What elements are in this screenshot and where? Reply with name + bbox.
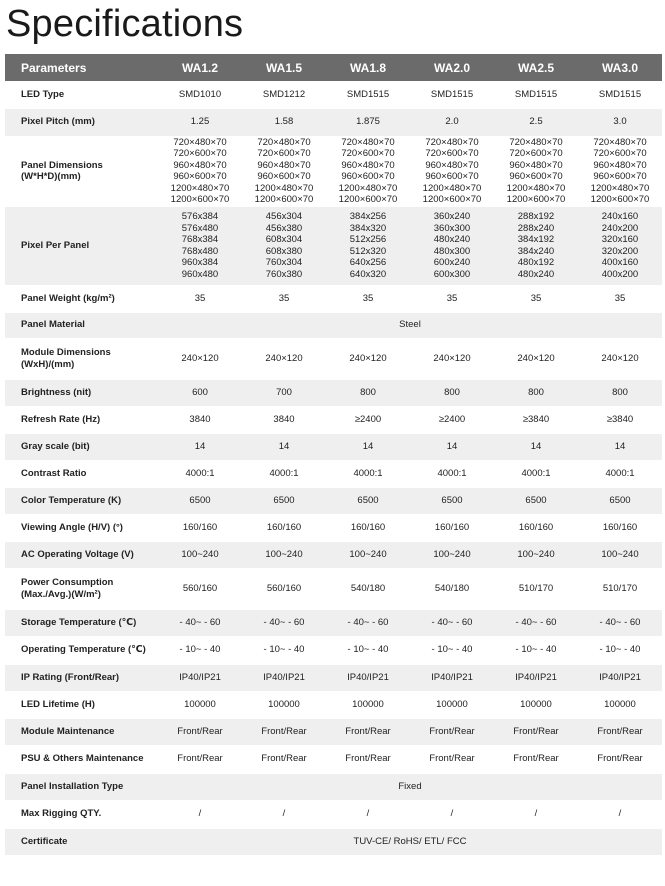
- table-row: [5, 433, 662, 460]
- value-ac-voltage: 100~240: [242, 541, 326, 568]
- table-row: [5, 487, 662, 514]
- table-row: [5, 828, 662, 855]
- value-color-temperature: 6500: [326, 487, 410, 514]
- value-storage-temperature: - 40~ - 60: [578, 609, 662, 636]
- value-pixel-per-panel: 456x304 456x380 608x304 608x380 760x304 760x380: [242, 206, 326, 285]
- value-color-temperature: 6500: [158, 487, 242, 514]
- value-viewing-angle: 160/160: [158, 514, 242, 541]
- value-contrast-ratio: 4000:1: [578, 460, 662, 487]
- value-ac-voltage: 100~240: [410, 541, 494, 568]
- value-panel-weight: 35: [494, 285, 578, 312]
- table-row: [5, 514, 662, 541]
- param-label-viewing-angle: Viewing Angle (H/V) (°): [5, 514, 158, 541]
- value-led-type: SMD1515: [410, 81, 494, 108]
- header-model: WA1.8: [326, 54, 410, 81]
- value-module-dimensions: 240×120: [158, 338, 242, 379]
- param-label-panel-dimensions: Panel Dimensions (W*H*D)(mm): [5, 136, 158, 206]
- param-label-max-rigging: Max Rigging QTY.: [5, 800, 158, 828]
- table-row: [5, 773, 662, 800]
- value-module-dimensions: 240×120: [410, 338, 494, 379]
- value-brightness: 800: [410, 379, 494, 406]
- param-label-module-maintenance: Module Maintenance: [5, 718, 158, 745]
- value-brightness: 600: [158, 379, 242, 406]
- value-pixel-per-panel: 360x240 360x300 480x240 480x300 600x240 600x300: [410, 206, 494, 285]
- param-label-led-lifetime: LED Lifetime (H): [5, 691, 158, 718]
- value-led-type: SMD1515: [494, 81, 578, 108]
- value-module-dimensions: 240×120: [326, 338, 410, 379]
- header-model: WA3.0: [578, 54, 662, 81]
- value-led-lifetime: 100000: [578, 691, 662, 718]
- value-refresh-rate: 3840: [242, 406, 326, 433]
- value-psu-maintenance: Front/Rear: [494, 745, 578, 773]
- value-brightness: 700: [242, 379, 326, 406]
- value-led-lifetime: 100000: [242, 691, 326, 718]
- value-panel-dimensions: 720×480×70 720×600×70 960×480×70 960×600×70 1200×480×70 1200×600×70: [578, 136, 662, 206]
- value-ip-rating: IP40/IP21: [494, 664, 578, 691]
- value-pixel-pitch: 1.25: [158, 108, 242, 136]
- value-module-dimensions: 240×120: [494, 338, 578, 379]
- page-title: Specifications: [6, 3, 244, 45]
- value-brightness: 800: [494, 379, 578, 406]
- value-power-consumption: 540/180: [326, 568, 410, 609]
- specifications-table: [5, 54, 662, 856]
- param-label-contrast-ratio: Contrast Ratio: [5, 460, 158, 487]
- value-ip-rating: IP40/IP21: [242, 664, 326, 691]
- value-gray-scale: 14: [410, 433, 494, 460]
- value-max-rigging: /: [158, 800, 242, 828]
- value-power-consumption: 540/180: [410, 568, 494, 609]
- value-ip-rating: IP40/IP21: [410, 664, 494, 691]
- value-max-rigging: /: [410, 800, 494, 828]
- table-row: [5, 568, 662, 609]
- value-certificate: TUV-CE/ RoHS/ ETL/ FCC: [158, 828, 662, 855]
- value-operating-temperature: - 10~ - 40: [242, 636, 326, 664]
- value-color-temperature: 6500: [578, 487, 662, 514]
- value-storage-temperature: - 40~ - 60: [158, 609, 242, 636]
- value-led-type: SMD1010: [158, 81, 242, 108]
- value-panel-dimensions: 720×480×70 720×600×70 960×480×70 960×600×70 1200×480×70 1200×600×70: [242, 136, 326, 206]
- value-operating-temperature: - 10~ - 40: [578, 636, 662, 664]
- value-color-temperature: 6500: [242, 487, 326, 514]
- value-ac-voltage: 100~240: [158, 541, 242, 568]
- value-contrast-ratio: 4000:1: [242, 460, 326, 487]
- value-brightness: 800: [326, 379, 410, 406]
- value-ip-rating: IP40/IP21: [326, 664, 410, 691]
- value-max-rigging: /: [326, 800, 410, 828]
- value-led-type: SMD1515: [578, 81, 662, 108]
- table-row: [5, 691, 662, 718]
- value-panel-dimensions: 720×480×70 720×600×70 960×480×70 960×600×70 1200×480×70 1200×600×70: [410, 136, 494, 206]
- value-panel-dimensions: 720×480×70 720×600×70 960×480×70 960×600×70 1200×480×70 1200×600×70: [158, 136, 242, 206]
- param-label-pixel-per-panel: Pixel Per Panel: [5, 206, 158, 285]
- value-pixel-per-panel: 240x160 240x200 320x160 320x200 400x160 400x200: [578, 206, 662, 285]
- value-module-dimensions: 240×120: [242, 338, 326, 379]
- value-gray-scale: 14: [242, 433, 326, 460]
- value-ip-rating: IP40/IP21: [578, 664, 662, 691]
- value-panel-weight: 35: [326, 285, 410, 312]
- table-row: [5, 800, 662, 828]
- param-label-led-type: LED Type: [5, 81, 158, 108]
- value-power-consumption: 560/160: [158, 568, 242, 609]
- value-module-maintenance: Front/Rear: [158, 718, 242, 745]
- value-operating-temperature: - 10~ - 40: [494, 636, 578, 664]
- value-panel-weight: 35: [158, 285, 242, 312]
- value-psu-maintenance: Front/Rear: [578, 745, 662, 773]
- value-pixel-pitch: 2.5: [494, 108, 578, 136]
- value-ac-voltage: 100~240: [578, 541, 662, 568]
- table-body: [5, 81, 662, 855]
- header-model: WA1.5: [242, 54, 326, 81]
- value-refresh-rate: ≥2400: [326, 406, 410, 433]
- value-led-lifetime: 100000: [494, 691, 578, 718]
- value-module-maintenance: Front/Rear: [242, 718, 326, 745]
- value-module-maintenance: Front/Rear: [326, 718, 410, 745]
- value-panel-weight: 35: [242, 285, 326, 312]
- param-label-storage-temperature: Storage Temperature (℃): [5, 609, 158, 636]
- table-row: [5, 379, 662, 406]
- value-led-lifetime: 100000: [326, 691, 410, 718]
- table-row: [5, 206, 662, 285]
- value-led-lifetime: 100000: [410, 691, 494, 718]
- header-model: WA2.5: [494, 54, 578, 81]
- value-contrast-ratio: 4000:1: [494, 460, 578, 487]
- table-row: [5, 312, 662, 338]
- value-pixel-pitch: 1.58: [242, 108, 326, 136]
- table-row: [5, 338, 662, 379]
- value-module-maintenance: Front/Rear: [410, 718, 494, 745]
- value-panel-material: Steel: [158, 312, 662, 338]
- param-label-power-consumption: Power Consumption (Max./Avg.)(W/m²): [5, 568, 158, 609]
- value-operating-temperature: - 10~ - 40: [410, 636, 494, 664]
- table-row: [5, 609, 662, 636]
- value-pixel-pitch: 1.875: [326, 108, 410, 136]
- value-ip-rating: IP40/IP21: [158, 664, 242, 691]
- header-parameters: Parameters: [5, 54, 158, 81]
- value-ac-voltage: 100~240: [326, 541, 410, 568]
- value-color-temperature: 6500: [494, 487, 578, 514]
- value-refresh-rate: 3840: [158, 406, 242, 433]
- value-panel-dimensions: 720×480×70 720×600×70 960×480×70 960×600×70 1200×480×70 1200×600×70: [494, 136, 578, 206]
- header-model: WA2.0: [410, 54, 494, 81]
- table-row: [5, 108, 662, 136]
- value-refresh-rate: ≥2400: [410, 406, 494, 433]
- value-gray-scale: 14: [158, 433, 242, 460]
- value-power-consumption: 560/160: [242, 568, 326, 609]
- table-row: [5, 745, 662, 773]
- value-led-type: SMD1515: [326, 81, 410, 108]
- value-panel-installation: Fixed: [158, 773, 662, 800]
- value-psu-maintenance: Front/Rear: [242, 745, 326, 773]
- value-gray-scale: 14: [578, 433, 662, 460]
- value-power-consumption: 510/170: [494, 568, 578, 609]
- table-row: [5, 285, 662, 312]
- param-label-gray-scale: Gray scale (bit): [5, 433, 158, 460]
- value-panel-weight: 35: [578, 285, 662, 312]
- param-label-module-dimensions: Module Dimensions (WxH)/(mm): [5, 338, 158, 379]
- value-power-consumption: 510/170: [578, 568, 662, 609]
- value-viewing-angle: 160/160: [326, 514, 410, 541]
- table-header-row: [5, 54, 662, 81]
- value-psu-maintenance: Front/Rear: [158, 745, 242, 773]
- value-pixel-per-panel: 288x192 288x240 384x192 384x240 480x192 480x240: [494, 206, 578, 285]
- value-viewing-angle: 160/160: [578, 514, 662, 541]
- value-psu-maintenance: Front/Rear: [326, 745, 410, 773]
- table-row: [5, 81, 662, 108]
- value-psu-maintenance: Front/Rear: [410, 745, 494, 773]
- value-pixel-pitch: 3.0: [578, 108, 662, 136]
- table-row: [5, 636, 662, 664]
- value-brightness: 800: [578, 379, 662, 406]
- param-label-operating-temperature: Operating Temperature (℃): [5, 636, 158, 664]
- value-max-rigging: /: [578, 800, 662, 828]
- value-viewing-angle: 160/160: [494, 514, 578, 541]
- value-storage-temperature: - 40~ - 60: [410, 609, 494, 636]
- param-label-color-temperature: Color Temperature (K): [5, 487, 158, 514]
- param-label-psu-maintenance: PSU & Others Maintenance: [5, 745, 158, 773]
- value-max-rigging: /: [242, 800, 326, 828]
- value-operating-temperature: - 10~ - 40: [158, 636, 242, 664]
- param-label-panel-weight: Panel Weight (kg/m²): [5, 285, 158, 312]
- table-row: [5, 541, 662, 568]
- table-row: [5, 664, 662, 691]
- param-label-ip-rating: IP Rating (Front/Rear): [5, 664, 158, 691]
- value-led-lifetime: 100000: [158, 691, 242, 718]
- header-model: WA1.2: [158, 54, 242, 81]
- value-viewing-angle: 160/160: [410, 514, 494, 541]
- value-pixel-per-panel: 576x384 576x480 768x384 768x480 960x384 960x480: [158, 206, 242, 285]
- value-storage-temperature: - 40~ - 60: [242, 609, 326, 636]
- table-row: [5, 460, 662, 487]
- value-storage-temperature: - 40~ - 60: [326, 609, 410, 636]
- value-led-type: SMD1212: [242, 81, 326, 108]
- table-row: [5, 136, 662, 206]
- value-gray-scale: 14: [326, 433, 410, 460]
- value-pixel-per-panel: 384x256 384x320 512x256 512x320 640x256 640x320: [326, 206, 410, 285]
- value-module-dimensions: 240×120: [578, 338, 662, 379]
- value-viewing-angle: 160/160: [242, 514, 326, 541]
- value-panel-weight: 35: [410, 285, 494, 312]
- table-row: [5, 718, 662, 745]
- value-operating-temperature: - 10~ - 40: [326, 636, 410, 664]
- value-color-temperature: 6500: [410, 487, 494, 514]
- value-contrast-ratio: 4000:1: [326, 460, 410, 487]
- param-label-ac-voltage: AC Operating Voltage (V): [5, 541, 158, 568]
- param-label-brightness: Brightness (nit): [5, 379, 158, 406]
- value-module-maintenance: Front/Rear: [494, 718, 578, 745]
- value-refresh-rate: ≥3840: [578, 406, 662, 433]
- value-contrast-ratio: 4000:1: [158, 460, 242, 487]
- value-refresh-rate: ≥3840: [494, 406, 578, 433]
- param-label-refresh-rate: Refresh Rate (Hz): [5, 406, 158, 433]
- param-label-certificate: Certificate: [5, 828, 158, 855]
- value-storage-temperature: - 40~ - 60: [494, 609, 578, 636]
- value-max-rigging: /: [494, 800, 578, 828]
- value-ac-voltage: 100~240: [494, 541, 578, 568]
- value-module-maintenance: Front/Rear: [578, 718, 662, 745]
- param-label-pixel-pitch: Pixel Pitch (mm): [5, 108, 158, 136]
- param-label-panel-material: Panel Material: [5, 312, 158, 338]
- param-label-panel-installation: Panel Installation Type: [5, 773, 158, 800]
- value-pixel-pitch: 2.0: [410, 108, 494, 136]
- value-contrast-ratio: 4000:1: [410, 460, 494, 487]
- table-row: [5, 406, 662, 433]
- value-panel-dimensions: 720×480×70 720×600×70 960×480×70 960×600×70 1200×480×70 1200×600×70: [326, 136, 410, 206]
- value-gray-scale: 14: [494, 433, 578, 460]
